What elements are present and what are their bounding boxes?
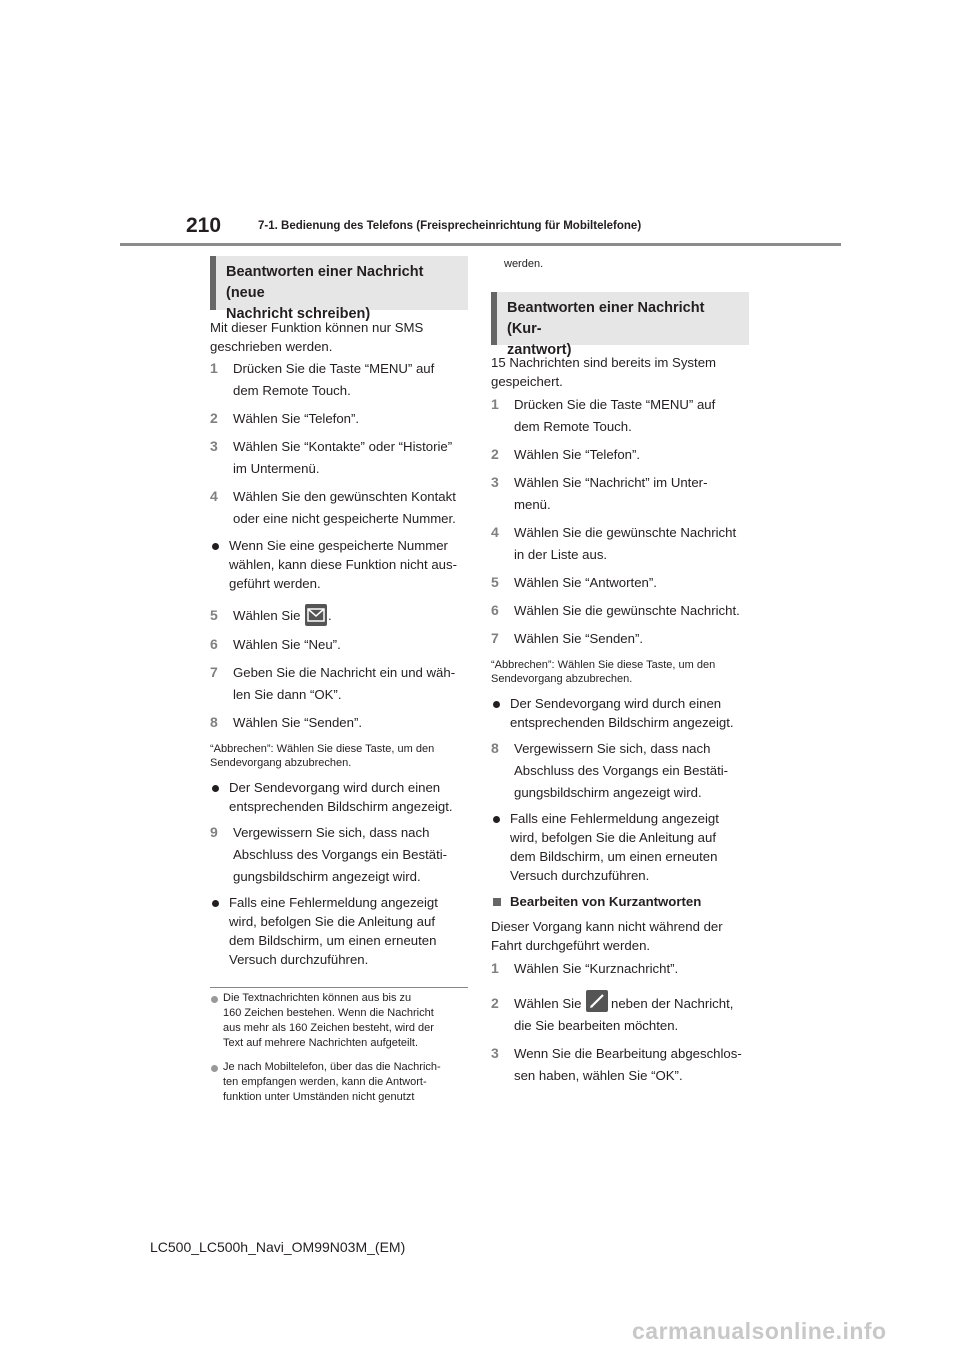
intro-text: geschrieben werden.: [210, 339, 333, 354]
step-text: Wählen Sie: [233, 608, 301, 623]
note-text: funktion unter Umständen nicht genutzt: [223, 1091, 415, 1103]
step-text: neben der Nachricht,: [611, 996, 734, 1011]
chapter-title: 7-1. Bedienung des Telefons (Freisprecheinrichtung für Mobiltelefone): [258, 220, 642, 232]
step-text: Wählen Sie “Kurznachricht”.: [514, 961, 679, 976]
bullet-text: Wenn Sie eine gespeicherte Nummer: [229, 538, 448, 553]
step-text: menü.: [514, 497, 551, 512]
bullet-icon: [212, 543, 219, 550]
intro-text: Mit dieser Funktion können nur SMS: [210, 320, 424, 335]
bullet-text: Versuch durchzuführen.: [510, 868, 650, 883]
edit-pencil-icon: [586, 990, 608, 1012]
step-number: 2: [210, 410, 218, 426]
step-text: Wenn Sie die Bearbeitung abgeschlos-: [514, 1046, 742, 1061]
intro-text: gespeichert.: [491, 374, 563, 389]
step-text: Drücken Sie die Taste “MENU” auf: [514, 397, 716, 412]
bullet-text: wählen, kann diese Funktion nicht aus-: [229, 557, 457, 572]
cancel-note: Sendevorgang abzubrechen.: [491, 673, 633, 685]
bullet-text: dem Bildschirm, um einen erneuten: [229, 933, 437, 948]
manual-id: LC500_LC500h_Navi_OM99N03M_(EM): [150, 1239, 406, 1255]
step-text: oder eine nicht gespeicherte Nummer.: [233, 511, 456, 526]
continuation-text: werden.: [504, 258, 544, 270]
watermark: carmanualsonline.info: [632, 1318, 887, 1344]
step-number: 4: [210, 488, 218, 504]
note-text: ten empfangen werden, kann die Antwort-: [223, 1076, 427, 1088]
step-text: Wählen Sie “Neu”.: [233, 637, 341, 652]
step-text: Drücken Sie die Taste “MENU” auf: [233, 361, 435, 376]
step-text: die Sie bearbeiten möchten.: [514, 1018, 679, 1033]
section-heading-quick-reply: [491, 292, 749, 358]
step-text: Wählen Sie “Senden”.: [233, 715, 363, 730]
bullet-text: geführt werden.: [229, 576, 321, 591]
step-text: len Sie dann “OK”.: [233, 687, 342, 702]
step-text: sen haben, wählen Sie “OK”.: [514, 1068, 683, 1083]
step-text: Wählen Sie den gewünschten Kontakt: [233, 489, 456, 504]
step-number: 3: [491, 1045, 499, 1061]
message-icon: [305, 604, 327, 626]
header-rule: [120, 243, 841, 246]
step-number: 3: [210, 438, 218, 454]
step-text: dem Remote Touch.: [233, 383, 351, 398]
step-number: 6: [210, 636, 218, 652]
step-number: 2: [491, 995, 499, 1011]
step-text: Abschluss des Vorgangs ein Bestäti-: [233, 847, 448, 862]
step-number: 5: [491, 574, 499, 590]
bullet-text: wird, befolgen Sie die Anleitung auf: [229, 914, 436, 929]
bullet-text: wird, befolgen Sie die Anleitung auf: [510, 830, 717, 845]
step-text: Vergewissern Sie sich, dass nach: [514, 741, 711, 756]
bullet-text: dem Bildschirm, um einen erneuten: [510, 849, 718, 864]
step-number: 5: [210, 607, 218, 623]
cancel-note: “Abbrechen”: Wählen Sie diese Taste, um den: [210, 743, 435, 755]
step-number: 6: [491, 602, 499, 618]
step-text: dem Remote Touch.: [514, 419, 632, 434]
cancel-note: Sendevorgang abzubrechen.: [210, 757, 352, 769]
heading-line: Beantworten einer Nachricht (neue: [226, 264, 424, 301]
page-number: 210: [186, 214, 222, 237]
heading-line: Beantworten einer Nachricht (Kur-: [507, 300, 705, 337]
note-text: Je nach Mobiltelefon, über das die Nachrich-: [223, 1061, 441, 1073]
step-text: Wählen Sie “Kontakte” oder “Historie”: [233, 439, 453, 454]
subsection-title: Bearbeiten von Kurzantworten: [510, 894, 702, 909]
step-number: 1: [491, 396, 499, 412]
step-text: Wählen Sie “Telefon”.: [514, 447, 641, 462]
sub-intro-text: Fahrt durchgeführt werden.: [491, 938, 651, 953]
bullet-icon: [212, 900, 219, 907]
bullet-text: Der Sendevorgang wird durch einen: [510, 696, 722, 711]
step-text: Wählen Sie: [514, 996, 582, 1011]
bullet-text: Der Sendevorgang wird durch einen: [229, 780, 441, 795]
step-text: im Untermenü.: [233, 461, 320, 476]
step-text: Wählen Sie die gewünschte Nachricht: [514, 525, 737, 540]
subsection-square-icon: [493, 898, 501, 906]
step-text: Wählen Sie die gewünschte Nachricht.: [514, 603, 740, 618]
step-text: Geben Sie die Nachricht ein und wäh-: [233, 665, 456, 680]
bullet-icon: [493, 701, 500, 708]
note-text: Text auf mehrere Nachrichten aufgeteilt.: [223, 1037, 419, 1049]
bullet-text: Falls eine Fehlermeldung angezeigt: [510, 811, 719, 826]
step-text: .: [328, 608, 332, 623]
step-text: in der Liste aus.: [514, 547, 608, 562]
bullet-icon: [212, 785, 219, 792]
step-number: 3: [491, 474, 499, 490]
notes-separator: [210, 987, 468, 988]
step-number: 8: [210, 714, 218, 730]
step-number: 8: [491, 740, 499, 756]
heading-line: Nachricht schreiben): [226, 306, 371, 322]
step-text: Wählen Sie “Senden”.: [514, 631, 644, 646]
step-text: gungsbildschirm angezeigt wird.: [233, 869, 421, 884]
section-heading-new-message: [210, 256, 468, 322]
note-text: 160 Zeichen bestehen. Wenn die Nachricht: [223, 1007, 434, 1019]
step-number: 9: [210, 824, 218, 840]
step-number: 1: [210, 360, 218, 376]
bullet-text: entsprechenden Bildschirm angezeigt.: [229, 799, 453, 814]
step-number: 1: [491, 960, 499, 976]
cancel-note: “Abbrechen”: Wählen Sie diese Taste, um den: [491, 659, 716, 671]
step-text: Abschluss des Vorgangs ein Bestäti-: [514, 763, 729, 778]
bullet-icon: [493, 816, 500, 823]
step-number: 7: [491, 630, 499, 646]
note-bullet-icon: [211, 1065, 218, 1072]
step-number: 7: [210, 664, 218, 680]
step-text: Vergewissern Sie sich, dass nach: [233, 825, 430, 840]
intro-text: 15 Nachrichten sind bereits im System: [491, 355, 717, 370]
step-number: 4: [491, 524, 499, 540]
note-text: aus mehr als 160 Zeichen besteht, wird der: [223, 1022, 434, 1034]
heading-line: zantwort): [507, 342, 572, 358]
step-text: gungsbildschirm angezeigt wird.: [514, 785, 702, 800]
step-text: Wählen Sie “Telefon”.: [233, 411, 360, 426]
sub-intro-text: Dieser Vorgang kann nicht während der: [491, 919, 723, 934]
note-text: Die Textnachrichten können aus bis zu: [223, 992, 412, 1004]
bullet-text: Versuch durchzuführen.: [229, 952, 369, 967]
step-text: Wählen Sie “Nachricht” im Unter-: [514, 475, 708, 490]
bullet-text: Falls eine Fehlermeldung angezeigt: [229, 895, 438, 910]
note-bullet-icon: [211, 996, 218, 1003]
step-text: Wählen Sie “Antworten”.: [514, 575, 657, 590]
step-number: 2: [491, 446, 499, 462]
bullet-text: entsprechenden Bildschirm angezeigt.: [510, 715, 734, 730]
